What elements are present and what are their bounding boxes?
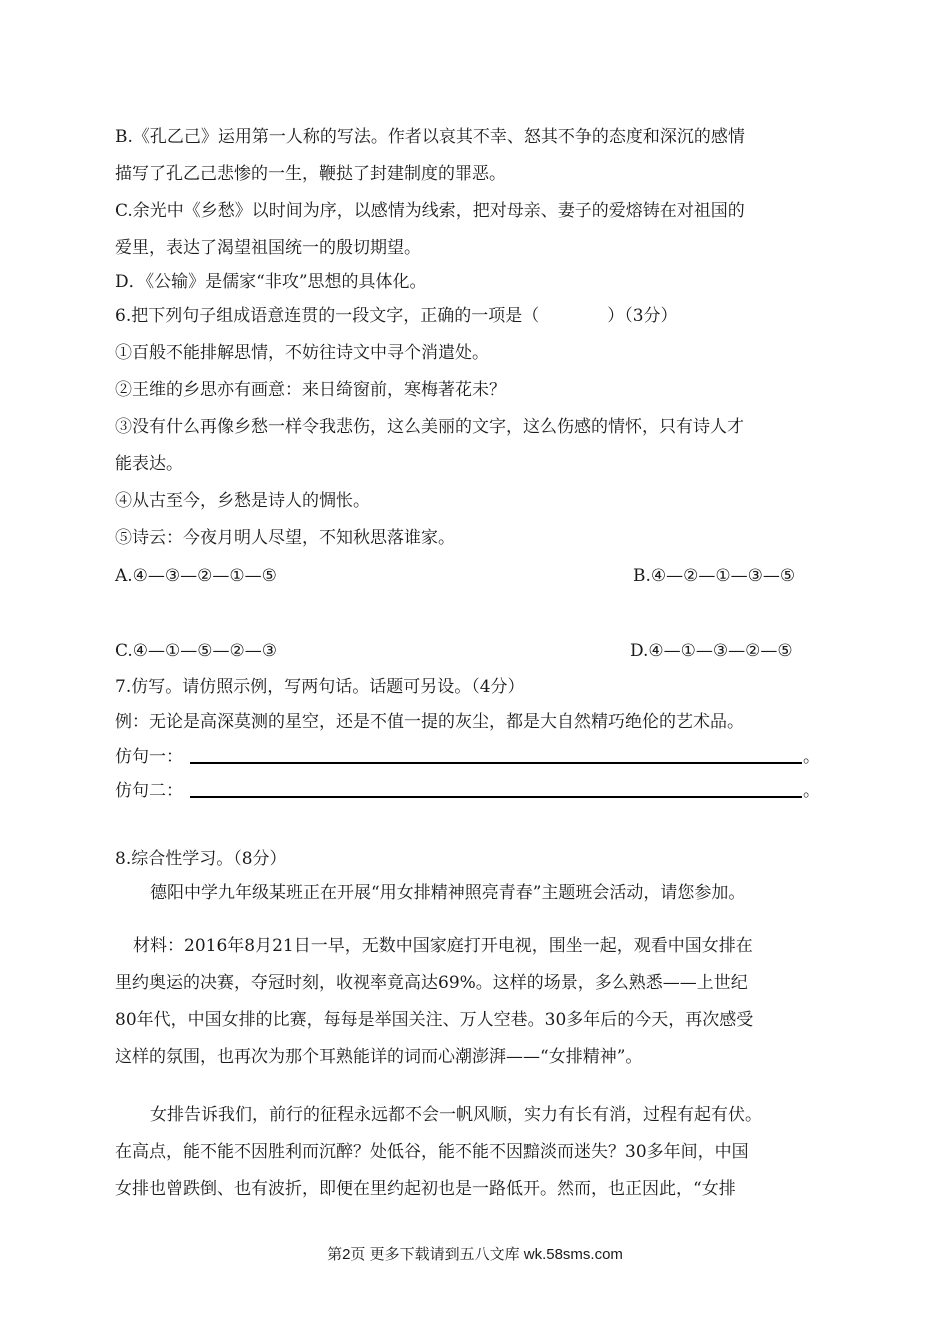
- choice-a: A.④—③—②—①—⑤: [115, 566, 277, 586]
- blank-1-end-mark: 。: [803, 747, 820, 767]
- answer-blank-2[interactable]: [190, 796, 802, 798]
- question-7-stem: 7.仿写。请仿照示例，写两句话。话题可另设。（4分）: [115, 677, 525, 697]
- example-sentence: 例：无论是高深莫测的星空，还是不值一提的灰尘，都是大自然精巧绝伦的艺术品。: [115, 712, 744, 732]
- choice-b: B.④—②—①—③—⑤: [633, 566, 796, 586]
- material-line-1: 材料：2016年8月21日一早，无数中国家庭打开电视，围坐一起，观看中国女排在: [133, 936, 753, 956]
- option-d: D．《公输》是儒家“非攻”思想的具体化。: [115, 272, 427, 292]
- question-6-stem: 6.把下列句子组成语意连贯的一段文字，正确的一项是（ ）（3分）: [115, 306, 678, 326]
- paragraph-line-1: 女排告诉我们，前行的征程永远都不会一帆风顺，实力有长有消，过程有起有伏。: [150, 1105, 762, 1125]
- material-line-4: 这样的氛围，也再次为那个耳熟能详的词而心潮澎湃——“女排精神”。: [115, 1047, 643, 1067]
- blank-2-label: 仿句二：: [115, 781, 183, 801]
- material-line-2: 里约奥运的决赛，夺冠时刻，收视率竟高达69%。这样的场景，多么熟悉——上世纪: [115, 973, 748, 993]
- choice-c: C.④—①—⑤—②—③: [115, 641, 278, 661]
- sentence-3-line-1: ③没有什么再像乡愁一样令我悲伤，这么美丽的文字，这么伤感的情怀，只有诗人才: [115, 417, 744, 437]
- paragraph-line-2: 在高点，能不能不因胜利而沉醉？处低谷，能不能不因黯淡而迷失？30多年间，中国: [115, 1142, 749, 1162]
- blank-2-end-mark: 。: [803, 781, 820, 801]
- blank-1-label: 仿句一：: [115, 747, 183, 767]
- page-footer: 第2页 更多下载请到五八文库 wk.58sms.com: [327, 1246, 623, 1263]
- sentence-3-line-2: 能表达。: [115, 454, 183, 474]
- answer-blank-1[interactable]: [190, 762, 802, 764]
- option-c-line-2: 爱里，表达了渴望祖国统一的殷切期望。: [115, 238, 421, 258]
- activity-intro: 德阳中学九年级某班正在开展“用女排精神照亮青春”主题班会活动，请您参加。: [150, 883, 746, 903]
- paragraph-line-3: 女排也曾跌倒、也有波折，即便在里约起初也是一路低开。然而，也正因此，“女排: [115, 1179, 736, 1199]
- option-c-line-1: C.余光中《乡愁》以时间为序，以感情为线索，把对母亲、妻子的爱熔铸在对祖国的: [115, 201, 745, 221]
- sentence-1: ①百般不能排解思情，不妨往诗文中寻个消遣处。: [115, 343, 489, 363]
- option-b-line-1: B.《孔乙己》运用第一人称的写法。作者以哀其不幸、怒其不争的态度和深沉的感情: [115, 127, 745, 147]
- sentence-4: ④从古至今，乡愁是诗人的惆怅。: [115, 491, 370, 511]
- sentence-5: ⑤诗云：今夜月明人尽望，不知秋思落谁家。: [115, 528, 455, 548]
- material-line-3: 80年代，中国女排的比赛，每每是举国关注、万人空巷。30多年后的今天，再次感受: [115, 1010, 754, 1030]
- choice-d: D.④—①—③—②—⑤: [630, 641, 793, 661]
- sentence-2: ②王维的乡思亦有画意：来日绮窗前，寒梅著花未？: [115, 380, 506, 400]
- option-b-line-2: 描写了孔乙己悲惨的一生，鞭挞了封建制度的罪恶。: [115, 164, 506, 184]
- question-8-stem: 8.综合性学习。（8分）: [115, 849, 287, 869]
